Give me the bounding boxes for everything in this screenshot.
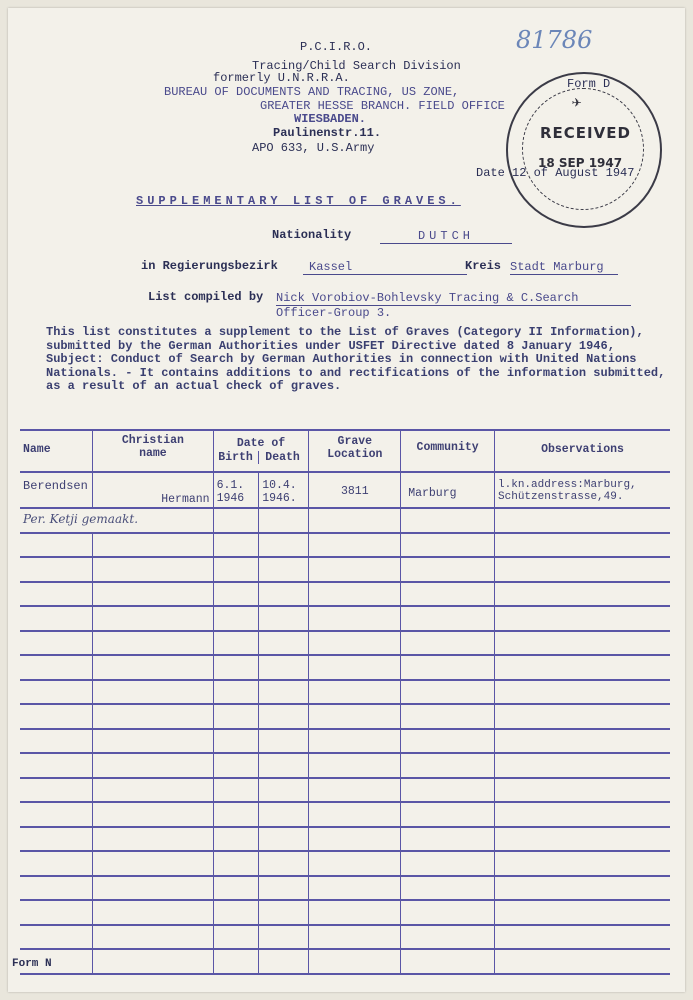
regbez-label: in Regierungsbezirk [141,259,278,273]
header-date-of [213,430,309,472]
cell-empty [213,655,259,680]
regbez-value: Kassel [303,260,467,275]
cell-empty [259,729,309,754]
cell-empty [20,802,93,827]
cell-empty [401,827,495,852]
cell-empty [495,729,670,754]
stamp-date: 18 SEP 1947 [538,156,623,170]
cell-empty [20,606,93,631]
cell-empty [213,606,259,631]
cell-empty [495,851,670,876]
cell-empty [401,753,495,778]
row1-christian: Hermann [161,493,210,506]
cell-empty [20,900,93,925]
cell-empty [309,655,401,680]
form-label: Form D [567,77,611,91]
header-grave-text: Grave Location [327,435,383,461]
cell-empty [93,582,213,607]
street-line: Paulinenstr.11. [273,126,382,140]
cell-empty [213,827,259,852]
stamp-inner-ring [522,88,644,210]
table-row [20,778,670,803]
cell-empty [401,704,495,729]
cell-empty [93,900,213,925]
table-row [20,802,670,827]
cell-empty [495,704,670,729]
nationality-value: DUTCH [380,229,512,244]
header-observations [495,430,670,472]
cell-empty [213,729,259,754]
cell-empty [495,655,670,680]
cell-empty [259,680,309,705]
table-row [20,557,670,582]
cell-empty [93,606,213,631]
cell-empty [309,778,401,803]
table-row [20,680,670,705]
cell-empty [309,802,401,827]
cell-empty [259,557,309,582]
cell-empty [495,827,670,852]
cell-empty [309,949,401,974]
document-page [8,8,685,992]
cell-empty [93,925,213,950]
header-community-text: Community [416,441,479,454]
footer-form-label: Form N [12,958,52,970]
compiled-value-2: Officer-Group 3. [276,306,392,320]
header-christian-text: Christian name [121,434,184,460]
cell-empty [93,533,213,558]
cell-empty [213,925,259,950]
cell-empty [213,900,259,925]
cell-empty [259,949,309,974]
cell-empty [309,582,401,607]
table-row [20,704,670,729]
cell-empty [401,680,495,705]
cell-empty [495,802,670,827]
cell-empty [20,876,93,901]
cell-empty [213,704,259,729]
cell-empty [495,753,670,778]
cell-empty [309,876,401,901]
table-row [20,753,670,778]
cell-empty [495,680,670,705]
row1-obs-1: l.kn.address:Marburg, [498,479,637,491]
cell-empty [93,680,213,705]
nationality-label: Nationality [272,228,352,242]
table-row [20,851,670,876]
cell-empty [213,753,259,778]
table-row [20,876,670,901]
cell-empty [259,778,309,803]
table-row [20,582,670,607]
cell-community [401,472,495,508]
row1-death-2: 1946. [262,492,297,505]
cell-empty [495,582,670,607]
cell-empty [309,533,401,558]
cell-empty [401,900,495,925]
kreis-label: Kreis [465,259,502,273]
date-line: Date 12 of August 1947 [476,166,635,180]
table-row [20,631,670,656]
cell-empty [93,949,213,974]
cell-empty [401,508,495,533]
table-row [20,606,670,631]
cell-empty [401,876,495,901]
cell-empty [259,704,309,729]
cell-empty [93,631,213,656]
cell-empty [495,631,670,656]
cell-empty [93,778,213,803]
stamp-received-text: RECEIVED [540,124,631,142]
cell-empty [259,508,309,533]
received-stamp [506,72,662,228]
header-christian [93,430,213,472]
cell-empty [259,655,309,680]
field-office-line: GREATER HESSE BRANCH. FIELD OFFICE [260,99,505,113]
row1-grave: 3811 [341,485,369,498]
cell-empty [20,655,93,680]
cell-birth [213,472,259,508]
table-row [20,508,670,533]
cell-empty [309,753,401,778]
cell-empty [495,778,670,803]
cell-empty [309,729,401,754]
cell-empty [259,802,309,827]
cell-empty [401,778,495,803]
cell-empty [495,876,670,901]
cell-empty [309,827,401,852]
header-observations-text: Observations [541,443,624,456]
row1-name: Berendsen [23,479,88,493]
table-row [20,900,670,925]
cell-empty [213,680,259,705]
table-row [20,729,670,754]
header-death: Death [258,451,307,464]
cell-empty [213,508,259,533]
cell-empty [213,802,259,827]
cell-empty [309,557,401,582]
cell-empty [213,533,259,558]
cell-empty [401,949,495,974]
cell-empty [309,925,401,950]
cell-empty [259,582,309,607]
formerly-line: formerly U.N.R.R.A. [213,71,350,85]
cell-empty [495,508,670,533]
cell-death [259,472,309,508]
cell-empty [93,802,213,827]
cell-empty [309,606,401,631]
cell-empty [20,704,93,729]
row1-community: Marburg [408,487,457,500]
cell-empty [495,925,670,950]
cell-empty [401,655,495,680]
cell-empty [495,900,670,925]
cell-empty [93,851,213,876]
cell-empty [401,925,495,950]
cell-empty [20,851,93,876]
airplane-icon: ✈ [572,92,582,111]
cell-empty [20,557,93,582]
cell-empty [213,851,259,876]
bureau-line: BUREAU OF DOCUMENTS AND TRACING, US ZONE, [164,85,460,99]
cell-empty [401,557,495,582]
cell-empty [93,876,213,901]
cell-empty [259,900,309,925]
cell-empty [401,851,495,876]
cell-empty [20,582,93,607]
row1-birth-1: 6.1. [216,479,245,492]
cell-empty [309,900,401,925]
cell-observations [495,472,670,508]
cell-empty [401,533,495,558]
cell-empty [20,827,93,852]
handwritten-note: Per. Ketji gemaakt. [23,512,139,526]
document-title: SUPPLEMENTARY LIST OF GRAVES. [136,194,461,208]
cell-empty [93,704,213,729]
supplement-paragraph: This list constitutes a supplement to the List of Graves (Category II Information), submitted by the German Authorities under USFET Directive dated 8 January 1946, Subject: Conduct of Search by German Authorities in connection with United Nations Nationals. - It contains additions to and rectifications of the information submitted, as a result of an actual check of graves. [46,325,666,393]
cell-empty [495,557,670,582]
table-row [20,949,670,974]
cell-empty [20,925,93,950]
header-date-of-text: Date of [236,437,286,450]
cell-empty [309,508,401,533]
cell-empty [93,827,213,852]
header-community [401,430,495,472]
table-row [20,472,670,508]
cell-grave [309,472,401,508]
cell-empty [495,949,670,974]
header-name [20,430,93,472]
cell-empty [20,778,93,803]
cell-empty [259,827,309,852]
cell-empty [213,778,259,803]
cell-empty [20,753,93,778]
compiled-label: List compiled by [148,290,264,304]
cell-empty [401,582,495,607]
table-row [20,925,670,950]
cell-empty [495,533,670,558]
cell-empty [20,680,93,705]
cell-empty [401,631,495,656]
cell-empty [93,655,213,680]
cell-handwritten [20,508,213,533]
header-birth: Birth [218,451,253,464]
cell-empty [213,557,259,582]
cell-empty [401,729,495,754]
city-line: WIESBADEN. [294,112,367,126]
cell-empty [259,631,309,656]
cell-empty [213,631,259,656]
table-header-row [20,430,670,472]
row1-death-1: 10.4. [262,479,297,492]
cell-empty [213,876,259,901]
row1-obs-2: Schützenstrasse,49. [498,491,624,503]
cell-empty [213,949,259,974]
archive-number: 81786 [516,26,593,54]
cell-name [20,472,93,508]
table-row [20,533,670,558]
compiled-value-1: Nick Vorobiov-Bohlevsky Tracing & C.Search [276,291,631,306]
cell-empty [259,851,309,876]
cell-empty [259,753,309,778]
table-row [20,827,670,852]
cell-empty [93,729,213,754]
cell-empty [401,606,495,631]
cell-empty [93,753,213,778]
cell-empty [20,533,93,558]
cell-christian [93,472,213,508]
cell-empty [259,876,309,901]
cell-empty [309,631,401,656]
cell-empty [259,533,309,558]
division-line: Tracing/Child Search Division [252,59,461,73]
cell-empty [20,729,93,754]
cell-empty [309,851,401,876]
org-line: P.C.I.R.O. [300,40,373,54]
cell-empty [495,606,670,631]
row1-birth-2: 1946 [216,492,245,505]
cell-empty [93,557,213,582]
apo-line: APO 633, U.S.Army [252,141,375,155]
cell-empty [259,925,309,950]
cell-empty [213,582,259,607]
cell-empty [309,680,401,705]
cell-empty [259,606,309,631]
header-grave [309,430,401,472]
table-row [20,655,670,680]
cell-empty [401,802,495,827]
cell-empty [20,631,93,656]
cell-empty [309,704,401,729]
graves-table [20,429,670,975]
kreis-value: Stadt Marburg [510,260,618,275]
header-name-text: Name [23,443,51,456]
